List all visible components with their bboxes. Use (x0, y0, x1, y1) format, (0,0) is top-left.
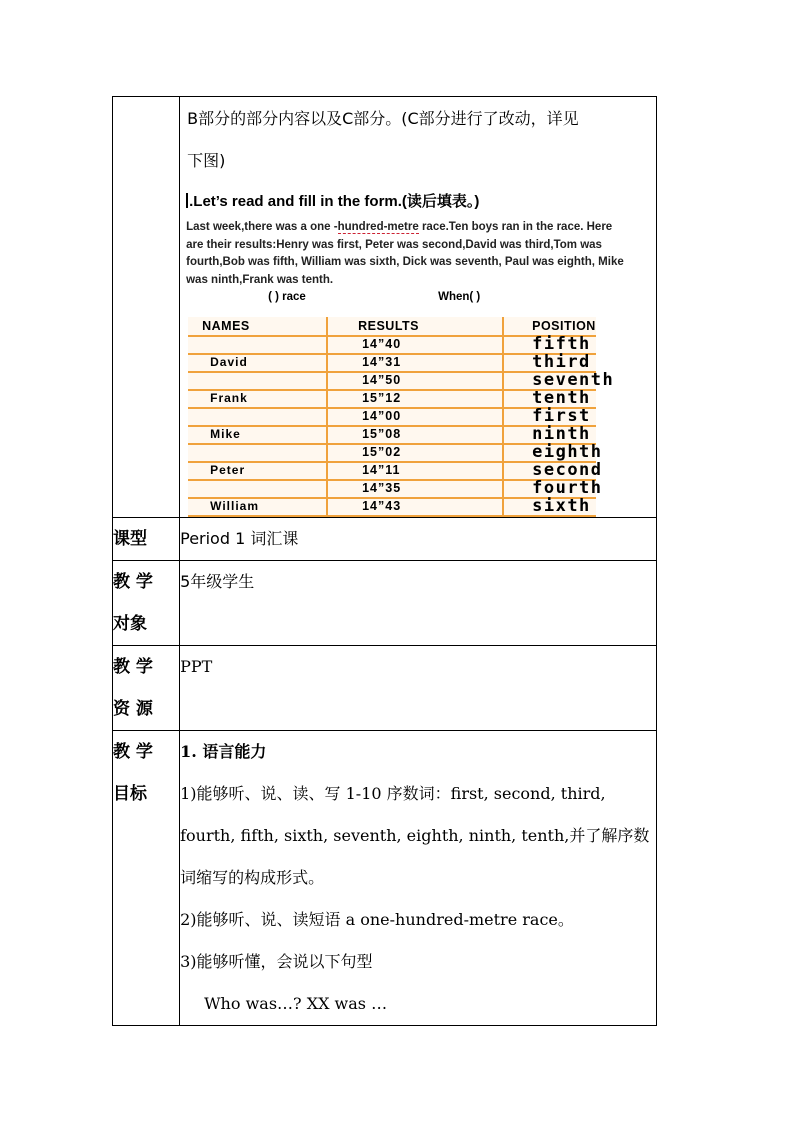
audience-label-1: 教 学 (113, 572, 153, 592)
row-name (188, 336, 327, 354)
resources-value: PPT (180, 646, 657, 731)
exercise-image (180, 182, 656, 517)
audience-row (113, 561, 657, 646)
header-names: NAMES (202, 319, 250, 333)
exercise-title-text: .Let’s read and fill in the form.(读后填表。) (189, 193, 480, 210)
intro-text (180, 97, 656, 182)
row-result: 14”40 (327, 336, 503, 354)
row-result: 14”35 (327, 480, 503, 498)
goal-item-1c: 词缩写的构成形式。 (180, 868, 325, 887)
row-position: third (503, 354, 596, 372)
audience-value: 5年级学生 (180, 561, 657, 646)
results-row (188, 498, 596, 516)
row-position: ninth (503, 426, 596, 444)
audience-label (113, 561, 180, 646)
row-result: 15”02 (327, 444, 503, 462)
lesson-type-value: Period 1 词汇课 (180, 518, 657, 561)
goals-label-1: 教 学 (113, 742, 153, 762)
header-results: RESULTS (327, 317, 503, 336)
goals-heading: 1. 语言能力 (180, 742, 267, 761)
row-position: first (503, 408, 596, 426)
row-name: William (210, 499, 260, 513)
results-table (188, 317, 615, 517)
row-position: fifth (503, 336, 596, 354)
exercise-passage (186, 219, 631, 289)
resources-label (113, 646, 180, 731)
goals-label-2: 目标 (113, 784, 147, 804)
goals-content (180, 731, 657, 1026)
exercise-row (113, 97, 657, 518)
goal-item-4: Who was…? XX was … (204, 994, 388, 1013)
row-result: 15”08 (327, 426, 503, 444)
row-result: 14”43 (327, 498, 503, 516)
resources-row (113, 646, 657, 731)
row-name (188, 444, 327, 462)
row-name (188, 480, 327, 498)
text-cursor-icon (186, 193, 188, 208)
header-position: POSITION (503, 317, 596, 336)
results-body (188, 334, 615, 516)
row-name: Frank (210, 391, 248, 405)
goal-item-1b: fourth, fifth, sixth, seventh, eighth, ninth, tenth,并了解序数 (180, 826, 650, 845)
passage-part-1: Last week,there was a one - (186, 221, 338, 233)
row-result: 14”31 (327, 354, 503, 372)
when-blank: When( ) (438, 291, 481, 303)
exercise-title (186, 190, 656, 211)
row-position: tenth (503, 390, 596, 408)
exercise-cell (180, 97, 657, 518)
row-name (188, 408, 327, 426)
race-blank: ( ) race (268, 291, 306, 303)
row-result: 14”00 (327, 408, 503, 426)
passage-part-2: race.Ten boys ran in the race. Here are their results:Henry was first, Peter was second,David was third,Tom was fourth,Bob was fifth, William was sixth, Dick was seventh, Paul was eighth, Mike was ninth,Frank was tenth. (186, 221, 624, 286)
lesson-plan-table (112, 96, 657, 1026)
intro-line-2: 下图) (187, 151, 226, 170)
goal-item-3: 3)能够听懂，会说以下句型 (180, 952, 373, 971)
audience-label-2: 对象 (113, 614, 147, 634)
goal-item-1a: 1)能够听、说、读、写 1-10 序数词：first, second, third, (180, 784, 606, 803)
row-name: Mike (210, 427, 241, 441)
empty-label-cell (113, 97, 180, 518)
goal-item-2: 2)能够听、说、读短语 a one-hundred-metre race。 (180, 910, 574, 929)
row-position: fourth (503, 480, 596, 498)
fill-blanks (186, 291, 656, 309)
row-name: Peter (210, 463, 246, 477)
row-result: 15”12 (327, 390, 503, 408)
row-position: sixth (503, 498, 596, 516)
goals-label (113, 731, 180, 1026)
passage-squiggle-word: hundred-metre (337, 221, 419, 233)
row-position: eighth (503, 444, 596, 462)
lesson-type-row (113, 518, 657, 561)
intro-line-1: B部分的部分内容以及C部分。(C部分进行了改动，详见 (187, 109, 579, 128)
row-result: 14”11 (327, 462, 503, 480)
lesson-type-label: 课型 (113, 518, 180, 561)
row-name: David (210, 355, 248, 369)
row-position: seventh (503, 372, 596, 390)
resources-label-1: 教 学 (113, 657, 153, 677)
resources-label-2: 资 源 (113, 699, 153, 719)
row-name (188, 372, 327, 390)
row-position: second (503, 462, 596, 480)
row-result: 14”50 (327, 372, 503, 390)
goals-row (113, 731, 657, 1026)
